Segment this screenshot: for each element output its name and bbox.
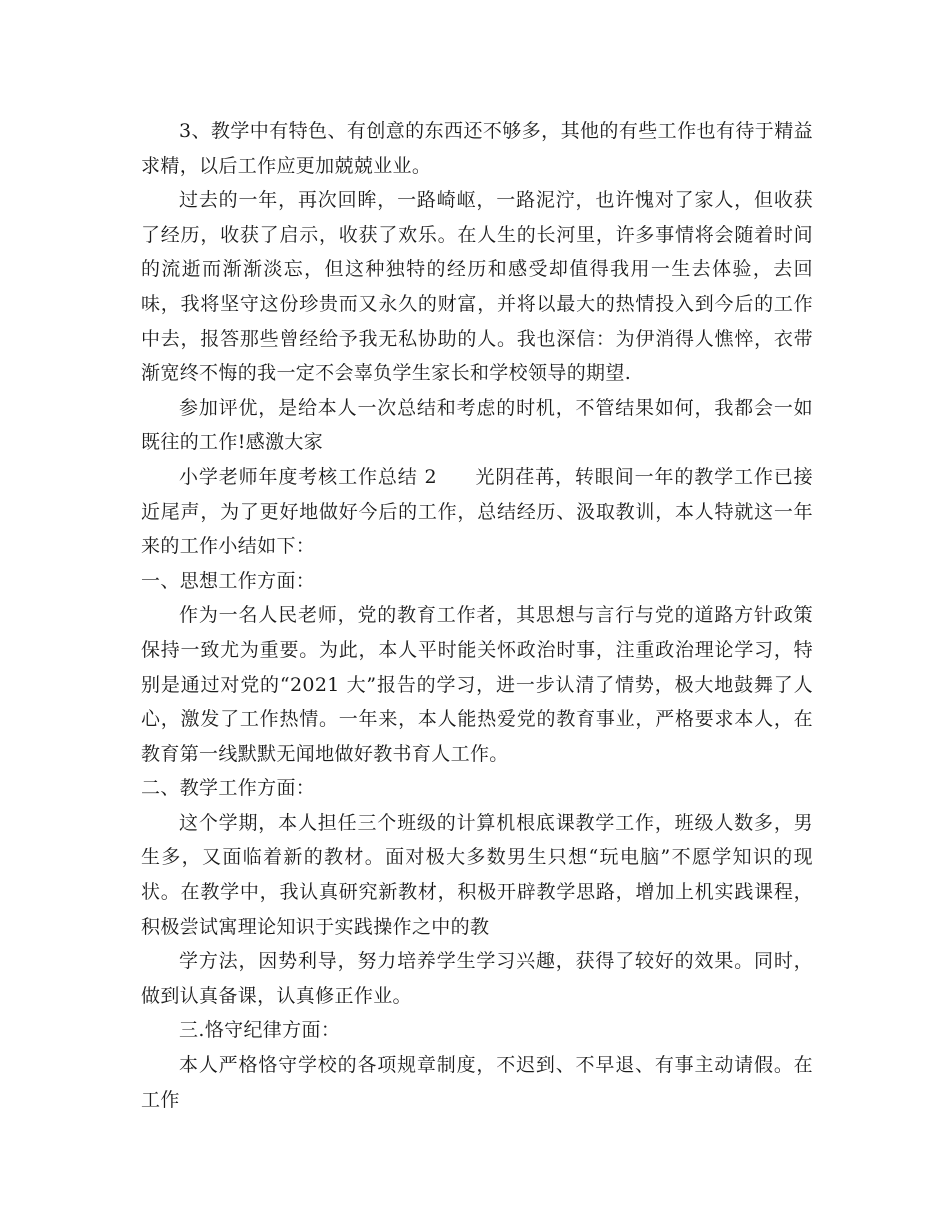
paragraph: 作为一名人民老师，党的教育工作者，其思想与言行与党的道路方针政策保持一致尤为重要。为此，本人平时能关怀政治时事，注重政治理论学习，特别是通过对党的“2021 大”报告的学习，进一步认清了情势，极大地鼓舞了人心，激发了工作热情。一年来，本人能热爱党的教育事业，严格要求本人，在教育第一线默默无闻地做好教书育人工作。 <box>141 604 813 765</box>
paragraph: 3、教学中有特色、有创意的东西还不够多，其他的有些工作也有待于精益求精，以后工作应更加兢兢业业。 <box>141 120 813 177</box>
section-heading: 二、教学工作方面： <box>141 777 316 800</box>
paragraph-text: 光阴荏苒，转眼间一年的教学工作已接近尾声，为了更好地做好今后的工作，总结经历、汲取教训，本人特就这一年来的工作小结如下： <box>141 465 813 558</box>
section-heading: 一、思想工作方面： <box>141 569 316 592</box>
paragraph: 本人严格恪守学校的各项规章制度，不迟到、不早退、有事主动请假。在工作 <box>141 1054 813 1111</box>
section-title-paragraph <box>141 460 813 564</box>
paragraph: 学方法，因势利导，努力培养学生学习兴趣，获得了较好的效果。同时，做到认真备课，认真修正作业。 <box>141 950 813 1007</box>
paragraph: 参加评优，是给本人一次总结和考虑的时机，不管结果如何，我都会一如既往的工作!感激大家 <box>141 396 813 454</box>
paragraph: 这个学期，本人担任三个班级的计算机根底课教学工作，班级人数多，男生多，又面临着新的教材。面对极大多数男生只想“玩电脑”不愿学知识的现状。在教学中，我认真研究新教材，积极开辟教学思路，增加上机实践课程，积极尝试寓理论知识于实践操作之中的教 <box>141 811 813 938</box>
section-heading: 三.恪守纪律方面： <box>179 1019 341 1042</box>
article-title: 小学老师年度考核工作总结 2 <box>179 465 437 488</box>
paragraph: 过去的一年，再次回眸，一路崎岖，一路泥泞，也许愧对了家人，但收获了经历，收获了启示，收获了欢乐。在人生的长河里，许多事情将会随着时间的流逝而渐渐淡忘，但这种独特的经历和感受却值得我用一生去体验，去回味，我将坚守这份珍贵而又永久的财富，并将以最大的热情投入到今后的工作中去，报答那些曾经给予我无私协助的人。我也深信：为伊消得人憔悴，衣带渐宽终不悔的我一定不会辜负学生家长和学校领导的期望. <box>141 189 813 385</box>
document-body <box>141 114 813 1117</box>
